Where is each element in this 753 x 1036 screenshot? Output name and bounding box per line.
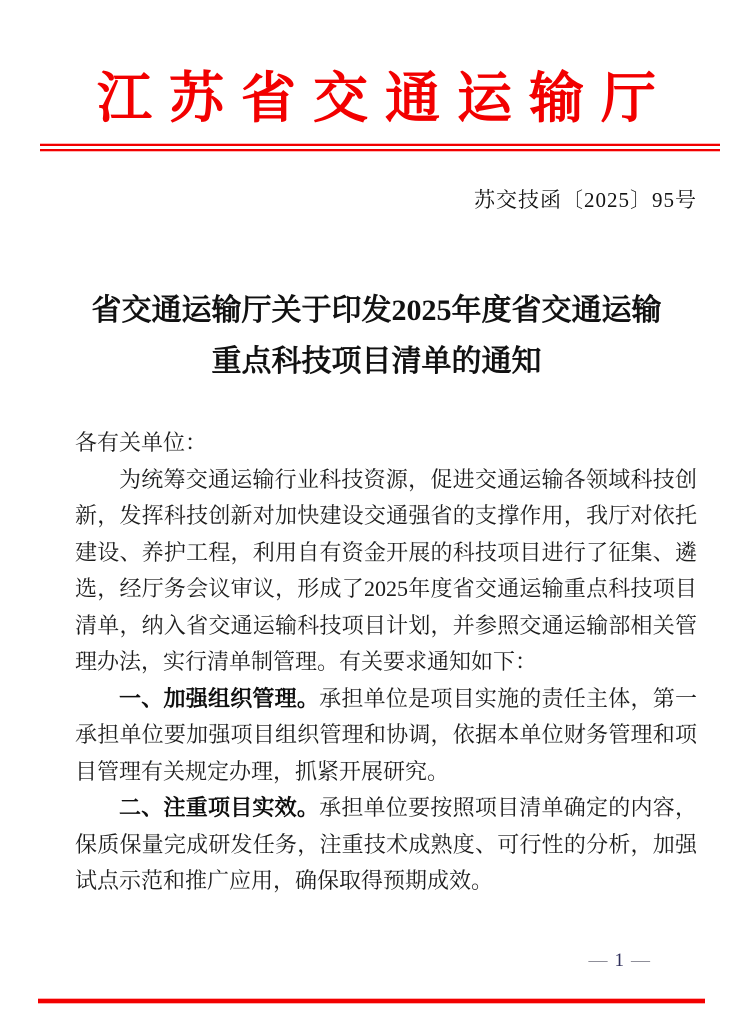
footer-red-rule xyxy=(38,999,705,1003)
paragraph-text: 为统筹交通运输行业科技资源，促进交通运输各领域科技创新，发挥科技创新对加快建设交通强省的支撑作用，我厅对依托建设、养护工程，利用自有资金开展的科技项目进行了征集、遴选，经厅务会议审议，形成了2025年度省交通运输重点科技项目清单，纳入省交通运输科技项目计划，并参照交通运输部相关管理办法，实行清单制管理。有关要求通知如下： xyxy=(75,466,697,674)
document-body xyxy=(75,425,697,900)
body-paragraph xyxy=(75,462,697,681)
document-reference-number: 苏交技函〔2025〕95号 xyxy=(474,188,697,212)
body-paragraph xyxy=(75,681,697,791)
page-number xyxy=(582,950,658,972)
page-number-left-dash: — xyxy=(588,950,608,971)
paragraph-lead: 一、加强组织管理。 xyxy=(119,685,320,711)
body-paragraph xyxy=(75,790,697,900)
document-title-line-2: 重点科技项目清单的通知 xyxy=(211,345,542,378)
document-title-line-1: 省交通运输厅关于印发2025年度省交通运输 xyxy=(91,294,662,327)
page-number-right-dash: — xyxy=(631,950,650,971)
paragraph-lead: 二、注重项目实效。 xyxy=(119,795,320,820)
paragraph-text: 承担单位是项目实施的责任主体，第一承担单位要加强项目组织管理和协调，依据本单位财务管理和项目管理有关规定办理，抓紧开展研究。 xyxy=(75,685,697,784)
page-number-value: 1 xyxy=(614,950,624,971)
salutation: 各有关单位： xyxy=(75,430,208,455)
document-title xyxy=(0,285,753,387)
letterhead-agency-title: 江苏省交通运输厅 xyxy=(96,68,673,129)
header-red-rule xyxy=(40,144,720,151)
paragraph-text: 承担单位要按照项目清单确定的内容，保质保量完成研发任务，注重技术成熟度、可行性的分析，加强试点示范和推广应用，确保取得预期成效。 xyxy=(75,795,697,893)
